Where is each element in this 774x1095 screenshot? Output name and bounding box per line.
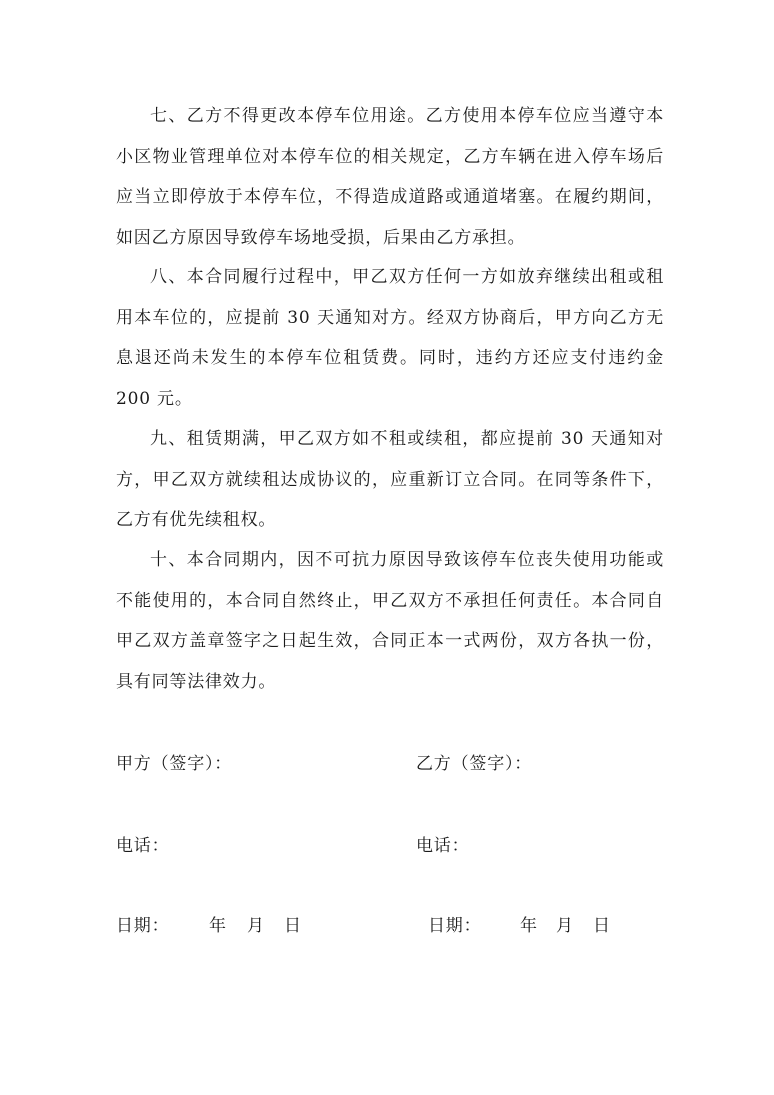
party-a-date-year: 年: [209, 916, 226, 936]
clause-9: 九、租赁期满，甲乙双方如不租或续租，都应提前 30 天通知对方，甲乙双方就续租达成协议的，应重新订立合同。在同等条件下，乙方有优先续租权。: [116, 429, 664, 530]
party-a-date-day: 日: [284, 916, 301, 936]
party-a-date-label: 日期：: [116, 916, 170, 936]
party-b-signature-label: 乙方（签字）：: [416, 754, 533, 774]
party-b-date-day: 日: [593, 916, 610, 936]
party-b-date-label: 日期：: [428, 916, 482, 936]
clause-7: 七、乙方不得更改本停车位用途。乙方使用本停车位应当遵守本小区物业管理单位对本停车位的相关规定，乙方车辆在进入停车场后应当立即停放于本停车位，不得造成道路或通道堵塞。在履约期间，如因乙方原因导致停车场地受损，后果由乙方承担。: [116, 106, 664, 248]
party-b-phone-label: 电话：: [416, 836, 470, 856]
party-b-date-month: 月: [556, 916, 573, 936]
party-a-phone-label: 电话：: [116, 836, 170, 856]
party-a-date-month: 月: [247, 916, 264, 936]
party-b-date-year: 年: [520, 916, 537, 936]
clause-8: 八、本合同履行过程中，甲乙双方任何一方如放弃继续出租或租用本车位的，应提前 30 天通知对方。经双方协商后，甲方向乙方无息退还尚未发生的本停车位租赁费。同时，违约方还应支付违约金 200 元。: [116, 267, 664, 409]
clause-10: 十、本合同期内，因不可抗力原因导致该停车位丧失使用功能或不能使用的，本合同自然终止，甲乙双方不承担任何责任。本合同自甲乙双方盖章签字之日起生效，合同正本一式两份，双方各执一份，具有同等法律效力。: [116, 550, 664, 692]
party-a-signature-label: 甲方（签字）：: [116, 754, 233, 774]
